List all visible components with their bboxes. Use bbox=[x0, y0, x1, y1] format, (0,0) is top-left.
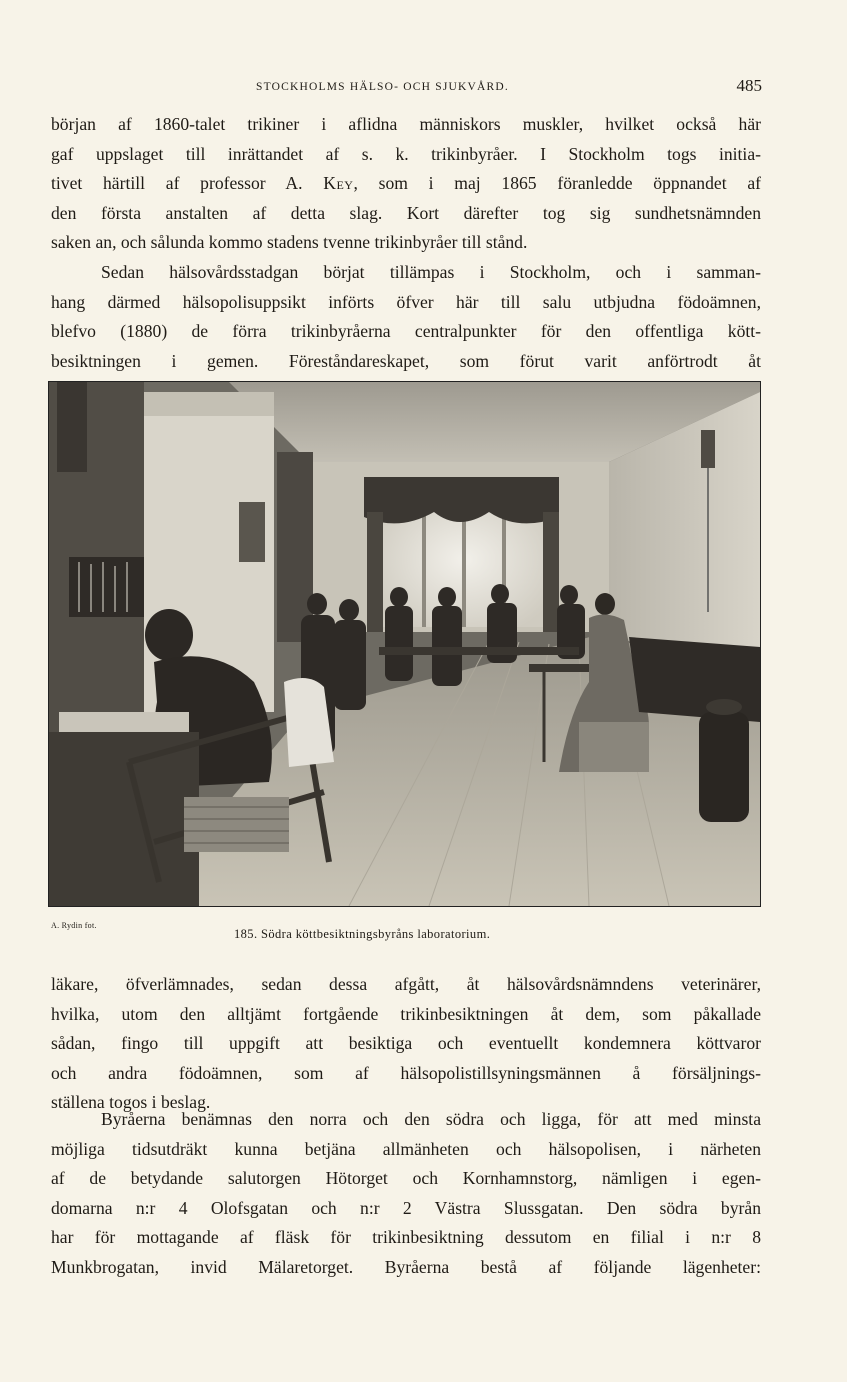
text-line: sådan, fingo till uppgift att besiktiga och eventuellt kondemnera köttvaror bbox=[51, 1033, 761, 1054]
text-line: hvilka, utom den alltjämt fortgående trikinbesiktningen åt dem, som påkallade bbox=[51, 1003, 761, 1024]
paragraph-halsovardsstadgan bbox=[51, 258, 761, 376]
paragraph-lakare bbox=[51, 970, 761, 1118]
text-line-start: tivet härtill af professor A. bbox=[51, 173, 303, 194]
text-line: blefvo (1880) de förra trikinbyråerna centralpunkter för den offentliga kött- bbox=[51, 321, 761, 342]
text-line: hang därmed hälsopolisuppsikt införts öfver här till salu utbjudna födoämnen, bbox=[51, 291, 761, 312]
text-line: har för mottagande af fläsk för trikinbesiktning dessutom en filial i n:r 8 bbox=[51, 1227, 761, 1248]
laboratory-photo-illustration bbox=[49, 382, 760, 906]
text-line: möjliga tidsutdräkt kunna betjäna allmänheten och hälsopolisen, i närheten bbox=[51, 1138, 761, 1159]
text-line: och andra födoämnen, som af hälsopolistillsyningsmännen å försäljnings- bbox=[51, 1062, 761, 1083]
laboratory-photograph bbox=[48, 381, 761, 907]
person-name: Key bbox=[323, 173, 354, 194]
text-line: Byråerna benämnas den norra och den södra och ligga, för att med minsta bbox=[101, 1109, 761, 1129]
text-line: gaf uppslaget till inrättandet af s. k. trikinbyråer. I Stockholm togs initia- bbox=[51, 143, 761, 164]
text-line bbox=[51, 169, 761, 199]
text-line: den första anstalten af detta slag. Kort därefter tog sig sundhetsnämnden bbox=[51, 202, 761, 223]
text-line: saken an, och sålunda kommo stadens tvenne trikinbyråer till stånd. bbox=[51, 232, 528, 253]
text-line: af de betydande salutorgen Hötorget och Kornhamnstorg, nämligen i egen- bbox=[51, 1168, 761, 1189]
running-head: STOCKHOLMS HÄLSO- OCH SJUKVÅRD. bbox=[256, 81, 509, 93]
page-header bbox=[52, 76, 762, 98]
paragraph-byraerna bbox=[51, 1105, 761, 1283]
text-line: besiktningen i gemen. Föreståndareskapet, som förut varit anförtrodt åt bbox=[51, 350, 761, 371]
page-number: 485 bbox=[736, 76, 762, 95]
text-line: domarna n:r 4 Olofsgatan och n:r 2 Västra Slussgatan. Den södra byrån bbox=[51, 1197, 761, 1218]
text-line-end: , som i maj 1865 föranledde öppnandet af bbox=[353, 173, 761, 194]
text-line: början af 1860-talet trikiner i aflidna människors muskler, hvilket också här bbox=[51, 114, 761, 134]
paragraph-trikiner bbox=[51, 110, 761, 258]
text-line: Munkbrogatan, invid Mälaretorget. Byråerna bestå af följande lägenheter: bbox=[51, 1256, 761, 1277]
photo-credit: A. Rydin fot. bbox=[51, 921, 97, 930]
text-line: Sedan hälsovårdsstadgan börjat tillämpas i Stockholm, och i samman- bbox=[101, 262, 761, 282]
text-line: läkare, öfverlämnades, sedan dessa afgått, åt hälsovårdsnämndens veterinärer, bbox=[51, 974, 761, 994]
text-line: ställena togos i beslag. bbox=[51, 1092, 211, 1113]
figure-caption: 185. Södra köttbesiktningsbyråns laboratorium. bbox=[234, 927, 491, 941]
